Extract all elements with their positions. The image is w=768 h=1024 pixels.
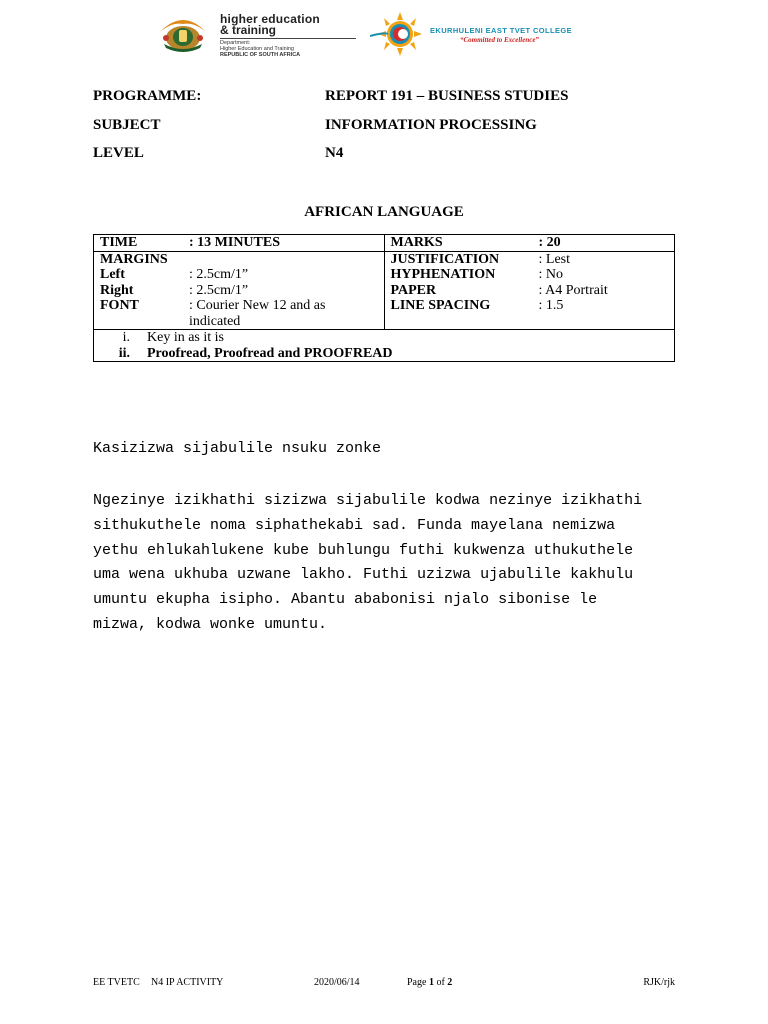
level-row	[93, 145, 693, 174]
margins-cell	[94, 251, 385, 330]
marks-pair	[391, 235, 669, 251]
instruction-item	[100, 346, 668, 362]
table-row	[94, 235, 675, 252]
instruction-number: ii.	[118, 345, 130, 361]
time-pair	[100, 235, 378, 251]
time-cell	[94, 235, 385, 252]
footer-initials: RJK/rjk	[643, 977, 675, 988]
line-spacing-value: : 1.5	[538, 298, 564, 313]
passage-line: Ngezinye izikhathi sizizwa sijabulile kodwa nezinye izikhathi	[93, 492, 643, 509]
paper-pair	[391, 283, 669, 299]
footer-date: 2020/06/14	[314, 977, 360, 988]
programme-label: PROGRAMME:	[93, 88, 202, 104]
right-pair	[100, 283, 378, 299]
passage-line: uma wena ukhuba uzwane lakho. Futhi uzizwa ujabulile kakhulu	[93, 566, 634, 584]
passage-line: mizwa, kodwa wonke umuntu.	[93, 615, 328, 633]
justification-value: : Lest	[538, 251, 570, 267]
instruction-text: Proofread, Proofread and PROOFREAD	[147, 345, 393, 361]
marks-cell	[384, 235, 675, 252]
passage-line: umuntu ekupha isipho. Abantu ababonisi njalo sibonise le	[93, 591, 598, 609]
college-logo	[365, 12, 620, 56]
page-footer	[93, 977, 675, 991]
footer-college: EE TVETC	[93, 977, 140, 988]
line-spacing-label: LINE SPACING	[390, 298, 491, 313]
hyphenation-label: HYPHENATION	[390, 267, 496, 282]
sun-emblem-icon	[370, 12, 430, 56]
passage-body	[93, 489, 693, 638]
subject-label: SUBJECT	[93, 116, 161, 133]
programme-row	[93, 88, 693, 117]
right-label: Right	[100, 282, 134, 298]
footer-page-total: 2	[447, 977, 453, 988]
passage-line: sithukuthele noma siphathekabi sad. Funda mayelana nemizwa	[93, 516, 616, 534]
footer-page-of: of	[436, 977, 445, 988]
time-value: : 13 MINUTES	[189, 235, 281, 250]
dhet-dept-label: Department:	[220, 40, 251, 46]
instruction-item	[100, 330, 668, 346]
paper-value: : A4 Portrait	[538, 282, 608, 298]
college-motto: “Committed to Excellence”	[460, 36, 539, 44]
subject-value: INFORMATION PROCESSING	[325, 116, 537, 133]
line-spacing-pair	[391, 298, 669, 314]
marks-value: : 20	[538, 235, 561, 250]
dhet-logo	[150, 12, 360, 56]
section-title: AFRICAN LANGUAGE	[304, 204, 464, 220]
paper-label: PAPER	[390, 282, 437, 298]
instruction-text: Key in as it is	[147, 330, 224, 345]
passage-line: yethu ehlukahlukene kube buhlungu futhi kukwenza uthukuthele	[93, 541, 634, 559]
programme-value: REPORT 191 – BUSINESS STUDIES	[325, 88, 569, 104]
font-value: : Courier New 12 and as indicated	[189, 298, 326, 329]
header-logos	[150, 12, 620, 56]
left-pair	[100, 267, 378, 283]
subject-row	[93, 117, 693, 146]
left-value: : 2.5cm/1”	[189, 267, 249, 282]
coat-of-arms-icon	[154, 14, 212, 52]
instruction-number: i.	[122, 330, 130, 345]
document-info	[93, 88, 693, 174]
layout-cell	[384, 251, 675, 330]
dhet-divider	[220, 38, 356, 39]
instructions-cell	[94, 330, 675, 362]
college-name: EKURHULENI EAST TVET COLLEGE	[430, 26, 573, 35]
dhet-line1: higher education	[220, 12, 320, 26]
table-row	[94, 251, 675, 330]
table-row	[94, 330, 675, 362]
footer-page-current: 1	[428, 977, 434, 988]
passage-title: Kasizizwa sijabulile nsuku zonke	[93, 440, 382, 457]
dhet-country: REPUBLIC OF SOUTH AFRICA	[220, 52, 301, 58]
right-value: : 2.5cm/1”	[189, 282, 249, 298]
marks-label: MARKS	[390, 235, 443, 250]
font-label: FONT	[100, 298, 139, 313]
margins-label: MARGINS	[100, 251, 168, 267]
footer-page-word: Page	[407, 977, 427, 988]
hyphenation-value: : No	[538, 267, 563, 282]
level-label: LEVEL	[93, 145, 144, 161]
dhet-wordmark	[220, 14, 356, 58]
footer-page-number	[407, 977, 452, 988]
justification-pair	[391, 252, 669, 268]
time-label: TIME	[100, 235, 138, 250]
margins-pair	[100, 252, 378, 268]
font-pair	[100, 298, 378, 329]
specification-table	[93, 234, 675, 362]
footer-activity: N4 IP ACTIVITY	[151, 977, 224, 988]
level-value: N4	[325, 145, 344, 161]
hyphenation-pair	[391, 267, 669, 283]
justification-label: JUSTIFICATION	[390, 251, 500, 267]
dhet-dept-name: Higher Education and Training	[220, 46, 294, 52]
dhet-line2: & training	[220, 23, 276, 37]
left-label: Left	[100, 267, 125, 282]
